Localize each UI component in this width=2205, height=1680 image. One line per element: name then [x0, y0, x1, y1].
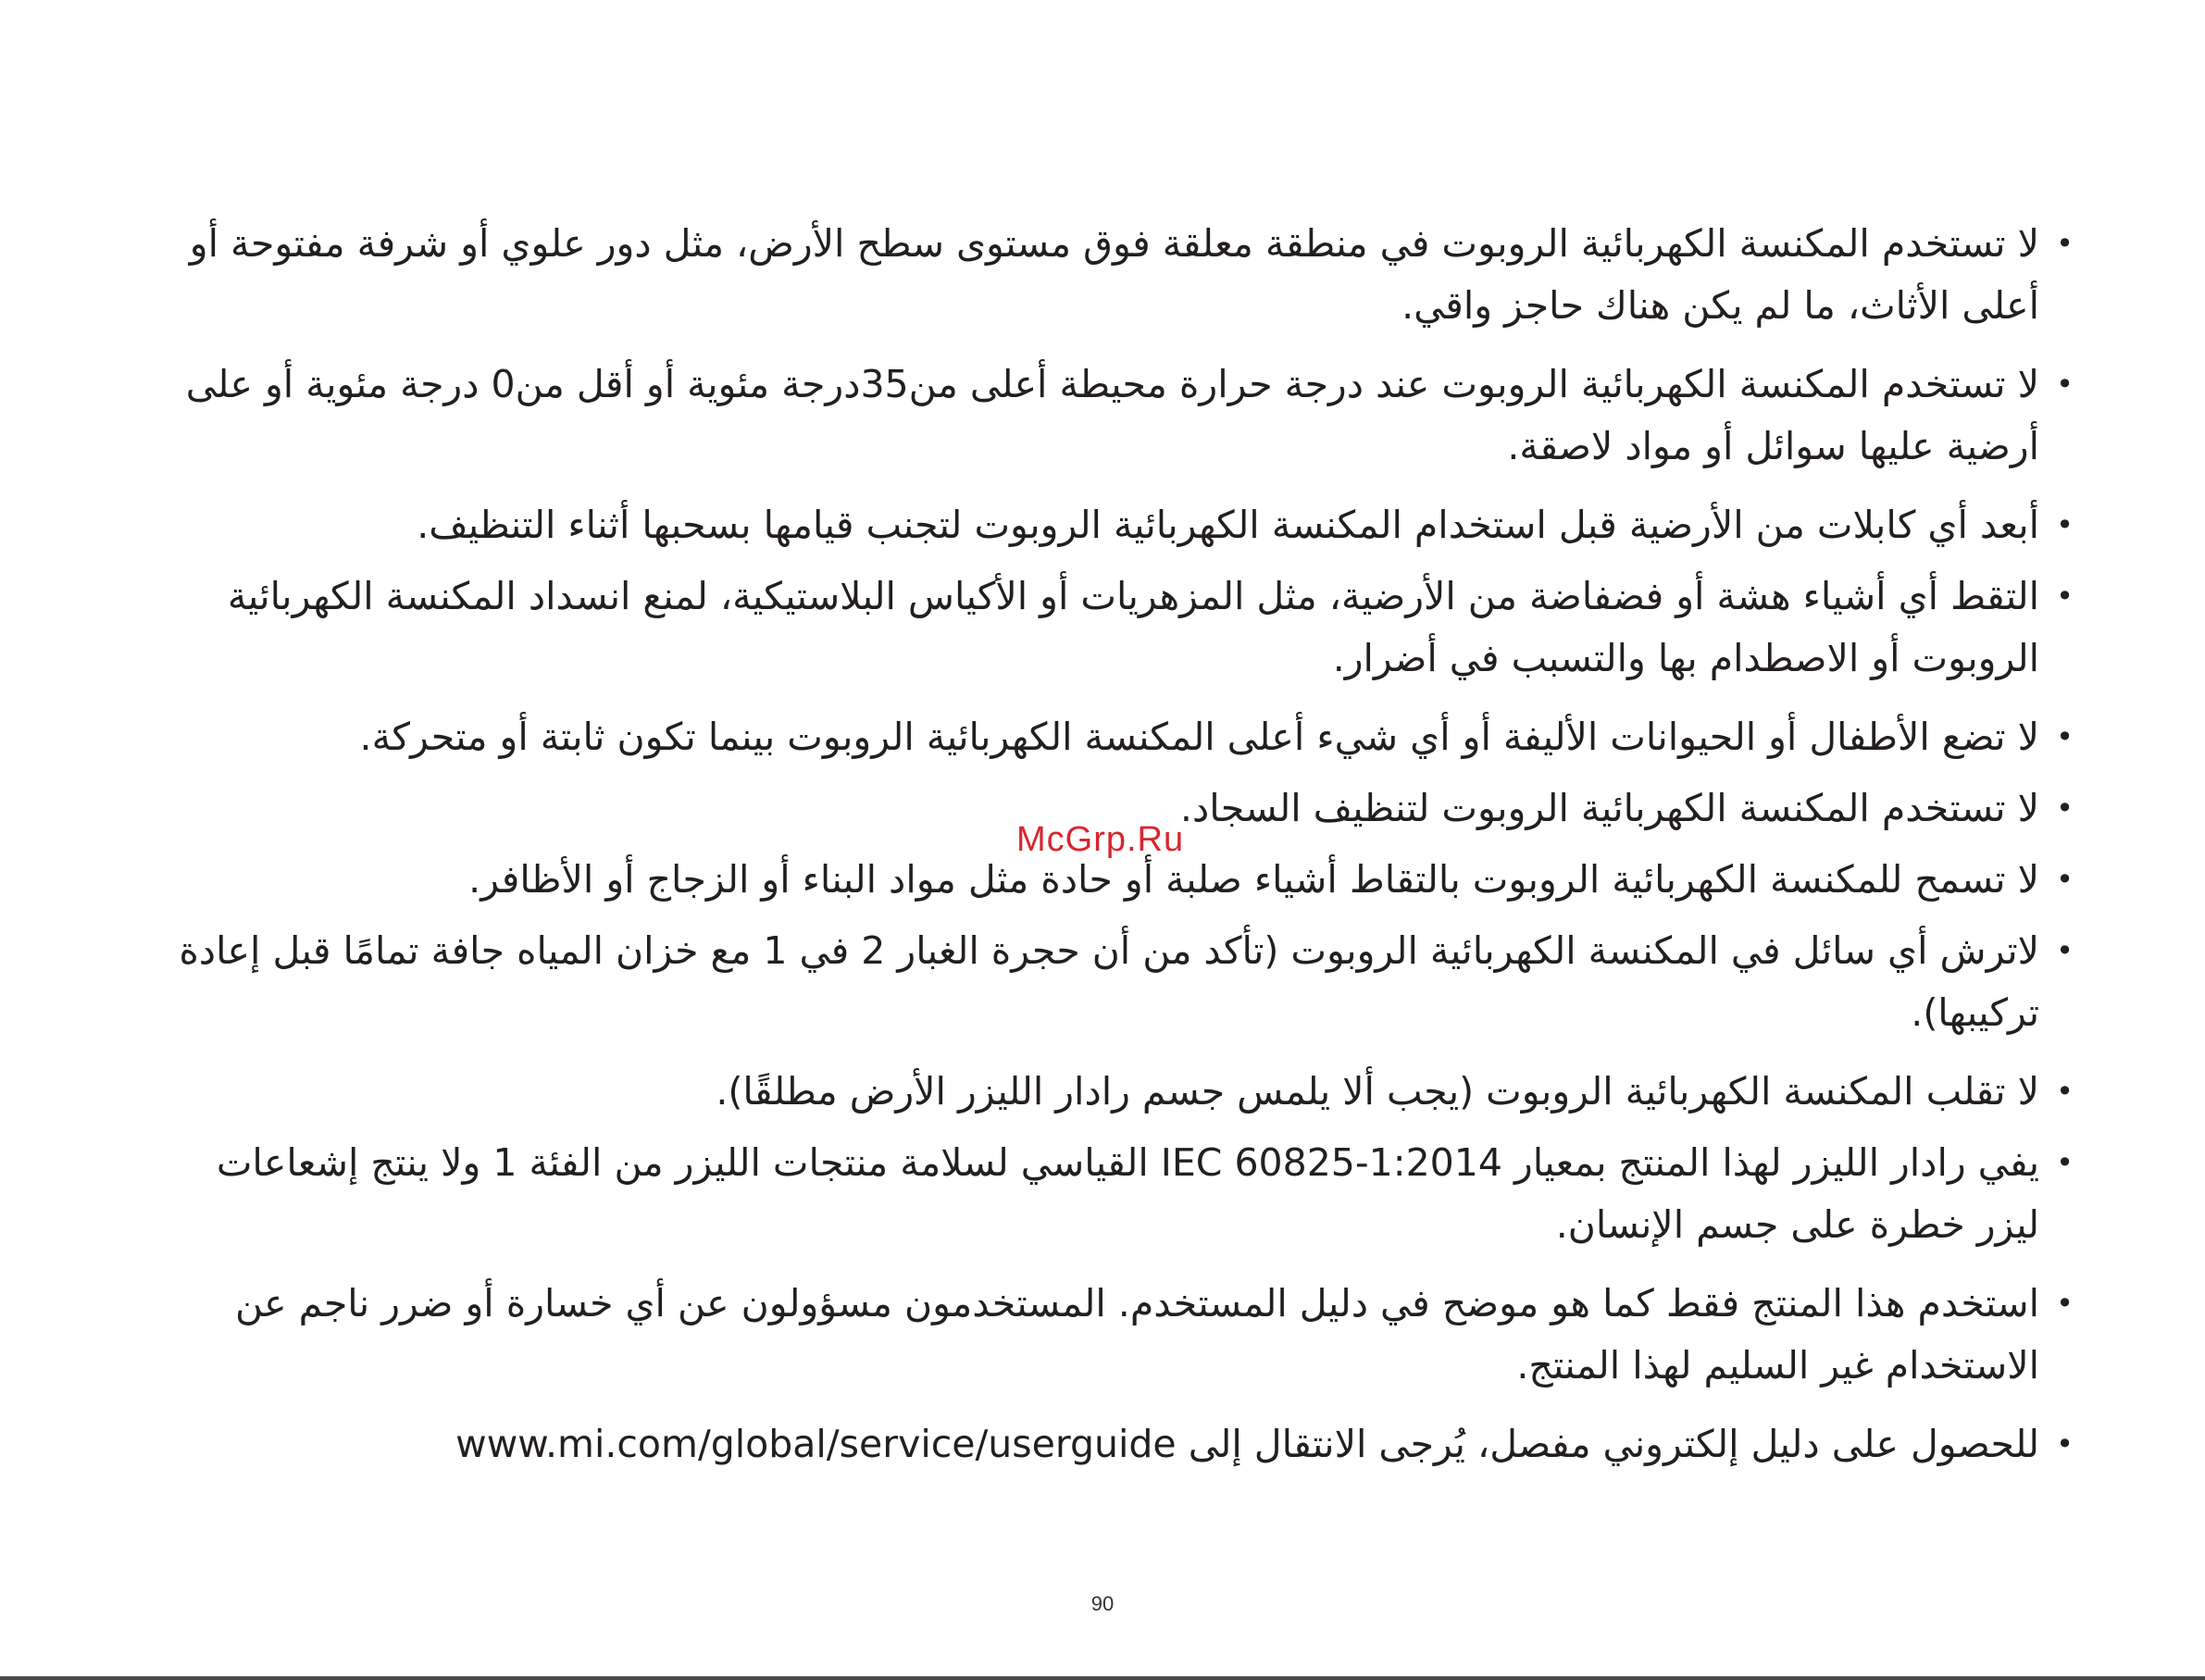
bullet-item: • استخدم هذا المنتج فقط كما هو موضح في دليل المستخدم. المستخدمون مسؤولون عن أي خسارة أو ضرر ناجم عن الاستخدام غير السليم لهذا المنتج. — [166, 1273, 2068, 1397]
bullet-item: • التقط أي أشياء هشة أو فضفاضة من الأرضية، مثل المزهريات أو الأكياس البلاستيكية، لمنع انسداد المكنسة الكهربائية الروبوت أو الاصطدام بها والتسبب في أضرار. — [166, 566, 2068, 690]
bullet-item-userguide — [166, 1413, 2068, 1475]
userguide-link[interactable]: www.mi.com/global/service/userguide — [455, 1422, 1177, 1466]
bullet-item: • أبعد أي كابلات من الأرضية قبل استخدام المكنسة الكهربائية الروبوت لتجنب قيامها بسحبها أثناء التنظيف. — [166, 494, 2068, 556]
bullet-item: • لا تستخدم المكنسة الكهربائية الروبوت عند درجة حرارة محيطة أعلى من35درجة مئوية أو أقل من0 درجة مئوية أو على أرضية عليها سوائل أو مواد لاصقة. — [166, 354, 2068, 478]
watermark: McGrp.Ru — [1016, 820, 1185, 859]
bullet-item: • لا تضع الأطفال أو الحيوانات الأليفة أو أي شيء أعلى المكنسة الكهربائية الروبوت بينما تكون ثابتة أو متحركة. — [166, 706, 2068, 768]
bullet-item: • لا تستخدم المكنسة الكهربائية الروبوت لتنظيف السجاد. — [166, 778, 2068, 840]
bullet-item: • يفي رادار الليزر لهذا المنتج بمعيار IEC 60825-1:2014 القياسي لسلامة منتجات الليزر من الفئة 1 ولا ينتج إشعاعات ليزر خطرة على جسم الإنسان. — [166, 1132, 2068, 1256]
bullet-item: • لا تستخدم المكنسة الكهربائية الروبوت في منطقة معلقة فوق مستوى سطح الأرض، مثل دور علوي أو شرفة مفتوحة أو أعلى الأثاث، ما لم يكن هناك حاجز واقي. — [166, 213, 2068, 337]
page-number: 90 — [1090, 1592, 1115, 1615]
bullet-item: • لاترش أي سائل في المكنسة الكهربائية الروبوت (تأكد من أن حجرة الغبار 2 في 1 مع خزان المياه جافة تمامًا قبل إعادة تركيبها). — [166, 920, 2068, 1044]
bullet-item: • لا تسمح للمكنسة الكهربائية الروبوت بالتقاط أشياء صلبة أو حادة مثل مواد البناء أو الزجاج أو الأظافر. — [166, 849, 2068, 911]
bullet-item: • لا تقلب المكنسة الكهربائية الروبوت (يجب ألا يلمس جسم رادار الليزر الأرض مطلقًا). — [166, 1061, 2068, 1123]
bottom-divider — [0, 1676, 2205, 1680]
userguide-text: للحصول على دليل إلكتروني مفصل، يُرجى الانتقال إلى — [1188, 1422, 2039, 1466]
